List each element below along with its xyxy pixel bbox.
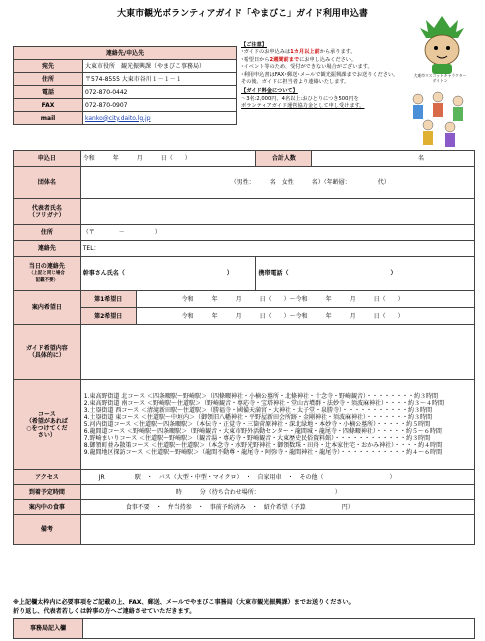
contact-value-recipient: 大東市役所 観光振興課（やまびこ事務局） [83, 60, 237, 73]
contact-label-phone: 電話 [14, 86, 83, 99]
contact-phone-field[interactable]: TEL： [80, 241, 474, 257]
mascot-caption: 大東市マスコットキャラクター ダイトン [413, 73, 467, 83]
day-contact-phone-field[interactable]: 携帯電話（ ） [256, 257, 475, 291]
footer-note: ※上記欄太枠内に必要事項をご記載の上、FAX、郵送、メールでやまびこ事務局（大東市観光振興課）までお送りください。 折り返し、代表者若しくは幹事の方へご連絡させていただきます。 [13, 599, 355, 615]
meal-label: 案内中の食事 [14, 500, 81, 515]
contact-label-address: 住所 [14, 73, 83, 86]
representative-field[interactable] [80, 199, 474, 225]
office-use-label: 事務局記入欄 [14, 619, 83, 639]
contact-label-recipient: 宛先 [14, 60, 83, 73]
application-date-field[interactable]: 令和 年 月 日（ ） [80, 151, 256, 167]
meal-field[interactable]: 食事不要 ・ 弁当持参 ・ 事前予約済み ・ 紹介希望（予算 円） [80, 500, 474, 515]
contact-table [13, 46, 237, 125]
day-contact-name-field[interactable]: 幹事さん氏名（ ） [80, 257, 256, 291]
address-label: 住所 [14, 225, 81, 241]
course-item[interactable]: 7.野崎まいりコース ＜住道駅～野崎駅＞（観音湯・専応寺・野崎観音・大東歴史民俗資料館）・・・・・・・・・・・・約３時間 [83, 435, 431, 442]
arrival-time-field[interactable]: 時 分（待ち合わせ場所： ） [80, 485, 474, 500]
fee-line: ～3名:2,000円、4名以上:おひとりにつき500円を [241, 95, 359, 102]
group-illustration-icon [398, 85, 480, 155]
course-item[interactable]: 3.土塁街道 西コース ＜清滝新田駅～住道駅＞（勝福寺・國備天満宮・大神社・太子堂・泉勝寺）・・・・・・・・・・・約３時間 [83, 407, 432, 414]
contact-label-fax: FAX [14, 99, 83, 112]
contact-value-address: 〒574-8555 大東市谷川１－１－１ [83, 73, 237, 86]
course-item[interactable]: 1.東高野街道 北コース ＜四条畷駅～野崎駅＞（四條畷神社・小楠公墓所・北條神社・十念寺・野崎観音）・・・・・・・・約３時間 [83, 393, 438, 400]
total-people-label: 合計人数 [256, 151, 312, 167]
access-label: アクセス [14, 470, 81, 485]
arrival-time-label: 到着予定時間 [14, 485, 81, 500]
course-item[interactable]: 8.御領町並み散策コース ＜住道駅～住道駅＞（本念寺・水野光野神社・御領数珠・田舟・辻本家住宅・おかみ神社）・・・・約４時間 [83, 442, 443, 449]
first-choice-label: 第1希望日 [80, 291, 136, 308]
course-item[interactable]: 9.龍間地区探訪コース ＜住道駅～野崎駅＞（龍間不動尊・龍尾寺・阿弥寺・龍間神社・龍尾寺）・・・・・・・・・・・約４～６時間 [83, 449, 443, 456]
note-line: ･ガイドのお申込みは1カ月以上前から承ります。 [241, 49, 356, 56]
mascot-icon [416, 14, 468, 76]
second-choice-field[interactable]: 令和 年 月 日（ ）～令和 年 月 日（ ） [136, 308, 474, 325]
address-field[interactable]: （〒 － ） [80, 225, 474, 241]
contact-email-link[interactable]: kanko@city.daito.lg.jp [83, 112, 237, 125]
remarks-label: 備考 [14, 515, 81, 545]
first-choice-field[interactable]: 令和 年 月 日（ ）～令和 年 月 日（ ） [136, 291, 474, 308]
note-line: その後、ガイドに担当者より連絡いたします。 [241, 79, 350, 86]
application-date-label: 申込日 [14, 151, 81, 167]
remarks-field[interactable] [80, 515, 474, 545]
day-contact-label: 当日の連絡先 （上記と同じ場合 記載不要） [14, 257, 81, 291]
course-item[interactable]: 2.東高野街道 南コース ＜野崎駅～住道駅＞（野崎観音・専応寺・宝塔神社・堂山古墳群・法妙寺・須波麻神社）・・・・約３～４時間 [83, 400, 444, 407]
guide-content-field[interactable] [80, 325, 474, 380]
fee-heading: 【ガイド料金について】 [241, 88, 298, 95]
preferred-date-label: 案内希望日 [14, 291, 81, 325]
note-line: ･希望日から2週間前までにお申し込みください。 [241, 56, 357, 63]
total-people-field[interactable]: 名 [312, 151, 475, 167]
course-label: コース （希望があれば ○をつけてくだ さい） [14, 380, 81, 470]
second-choice-label: 第2希望日 [80, 308, 136, 325]
contact-value-fax: 072-870-0907 [83, 99, 237, 112]
access-field[interactable]: JR 駅 ・ バス（大型・中型・マイクロ） ・ 自家用車 ・ その他（ ） [80, 470, 474, 485]
note-line: ･イベント等のため、受付ができない場合がございます。 [241, 64, 373, 71]
contact-label-mail: mail [14, 112, 83, 125]
guide-content-label: ガイド希望内容 （具体的に） [14, 325, 81, 380]
group-name-field[interactable]: （男性： 名 女性 名）（年齢層： 代） [80, 167, 474, 199]
fee-line: ボランティアガイド運営協力金として申し受けます。 [241, 103, 365, 110]
office-use-table [13, 618, 475, 639]
application-form [13, 150, 475, 545]
office-use-field [83, 619, 475, 639]
course-item[interactable]: 4.土塁街道 東コース ＜住道駅～中垣内＞（御領旧八幡神社・平野屋新田会所跡・金剛神社・須波麻神社）・・・・・・・約３時間 [83, 414, 432, 421]
representative-label: 代表者氏名 （フリガナ） [14, 199, 81, 225]
page-title: 大東市観光ボランティアガイド「やまびこ」ガイド利用申込書 [117, 9, 368, 19]
group-name-label: 団体名 [14, 167, 81, 199]
contact-value-phone: 072-870-0442 [83, 86, 237, 99]
course-list [80, 380, 474, 470]
notes-heading: 【ご注意】 [241, 42, 267, 48]
note-line: ･利用申込書はFAX･郵送･メールで観光振興課までお送りください。 [241, 71, 399, 78]
course-item[interactable]: 6.龍間道コース ＜野崎駅～四条畷駅＞（野崎観音・大東市野外活動センター・龍間城・龍尾寺・四條畷神社）・・・・・約５～６時間 [83, 428, 442, 435]
course-item[interactable]: 5.河内街道コース ＜住道駅～四条畷駅＞（本伝寺・正覚寺・三箇菅原神社・深北緑地・本妙寺・小楠公墓所）・・・・・約５時間 [83, 421, 431, 428]
contact-phone-label: 連絡先 [14, 241, 81, 257]
contact-header: 連絡先/申込先 [14, 47, 237, 60]
